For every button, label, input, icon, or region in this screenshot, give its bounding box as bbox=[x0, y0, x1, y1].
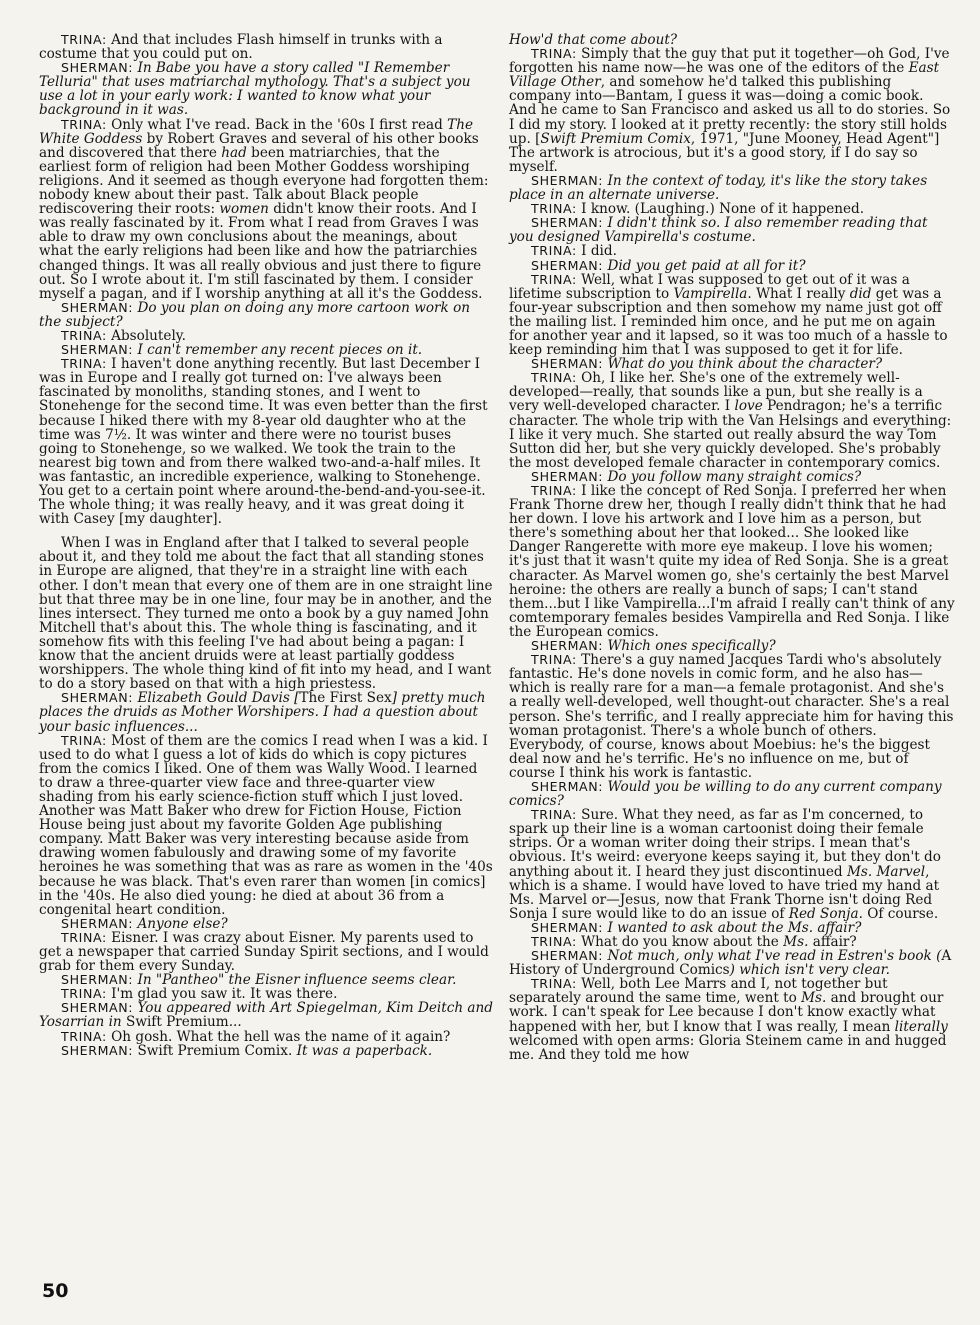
interview-paragraph bbox=[509, 259, 955, 273]
speaker-label: SHERMAN: bbox=[531, 638, 604, 654]
paragraph-text: Which ones specifically? bbox=[603, 638, 776, 655]
interview-paragraph bbox=[509, 357, 955, 371]
speaker-label: SHERMAN: bbox=[61, 690, 134, 706]
speaker-label: SHERMAN: bbox=[61, 60, 134, 76]
paragraph-text: Most of them are the comics I read when I was a kid. I used to do what I guess a lot of kids do which is copy pictures from the comics I liked. One of them was Wally Wood. I learned to draw a three-quarter view face and three-quarter view shading from his early science-fiction stuff which I just loved. Another was Matt Baker who drew for Fiction House, Fiction House being just about my favorite Golden Age publishing company. Matt Baker was very interesting because aside from drawing women fabulously and drawing some of my favorite heroines he was something that was as rare as women in the '40s because he was black. That's even rarer than women [in comics] in the '40s. He also died young: he died at about 36 from a congenital heart condition. bbox=[39, 732, 493, 918]
speaker-label: TRINA: bbox=[531, 976, 577, 992]
interview-paragraph bbox=[39, 343, 493, 357]
interview-paragraph bbox=[509, 47, 955, 174]
paragraph-text: In "Pantheo" the Eisner influence seems clear. bbox=[133, 972, 457, 989]
speaker-label: SHERMAN: bbox=[61, 342, 134, 358]
speaker-label: TRINA: bbox=[531, 483, 577, 498]
speaker-label: TRINA: bbox=[61, 732, 107, 748]
interview-paragraph bbox=[509, 484, 955, 639]
interview-paragraph bbox=[509, 470, 955, 484]
interview-paragraph bbox=[39, 536, 493, 691]
interview-paragraph bbox=[39, 973, 493, 987]
paragraph-text: Well, what I was supposed to get out of it was a lifetime subscription to Vampirella. What I really did get was a four-year subscription and then somehow my name just got off the mailing list. I reminded him once, and he put me on again for another year and it lapsed, so it was too much of a hassle to keep reminding him that I was supposed to get it for life. bbox=[509, 271, 948, 359]
paragraph-text: Do you plan on doing any more cartoon work on the subject? bbox=[39, 299, 471, 330]
speaker-label: TRINA: bbox=[531, 46, 577, 62]
interview-paragraph bbox=[39, 118, 493, 301]
speaker-label: TRINA: bbox=[531, 807, 577, 823]
paragraph-text: In the context of today, it's like the story takes place in an alternate universe. bbox=[509, 172, 928, 204]
speaker-label: TRINA: bbox=[61, 356, 107, 372]
paragraph-text: And that includes Flash himself in trunks with a costume that you could put on. bbox=[39, 32, 443, 63]
interview-paragraph bbox=[509, 216, 955, 244]
speaker-label: SHERMAN: bbox=[531, 172, 604, 188]
left-column bbox=[39, 33, 493, 1058]
paragraph-text: Simply that the guy that put it together—oh God, I've forgotten his name now—he was one of the editors of the East Village Other, and somehow he'd talked this publishing company into—Bantam, I guess it was—doing a comic book. And he came to San Francisco and asked us all to do stories. So I did my story. I looked at it pretty recently: the story still holds up. [Swift Premium Comix, 1971, "June Mooney, Head Agent"] The artwork is atrocious, but it's a good story, if I do say so myself. bbox=[509, 46, 951, 175]
speaker-label: SHERMAN: bbox=[531, 356, 604, 372]
paragraph-text: What do you know about the Ms. affair? bbox=[576, 934, 857, 950]
interview-paragraph bbox=[39, 301, 493, 329]
speaker-label: SHERMAN: bbox=[61, 1042, 134, 1058]
interview-paragraph bbox=[509, 780, 955, 808]
speaker-label: SHERMAN: bbox=[531, 468, 604, 484]
paragraph-text: How'd that come about? bbox=[509, 32, 678, 48]
interview-paragraph bbox=[509, 639, 955, 653]
paragraph-text: Not much, only what I've read in Estren's book (A History of Underground Comics) which isn't very clear. bbox=[509, 948, 952, 979]
interview-paragraph bbox=[39, 987, 493, 1001]
paragraph-text: I can't remember any recent pieces on it. bbox=[133, 342, 423, 359]
speaker-label: SHERMAN: bbox=[531, 948, 604, 964]
speaker-label: SHERMAN: bbox=[531, 215, 604, 231]
paragraph-text: Do you follow many straight comics? bbox=[603, 468, 862, 485]
interview-paragraph bbox=[509, 921, 955, 935]
right-column bbox=[509, 33, 955, 1062]
paragraph-text: Sure. What they need, as far as I'm concerned, to spark up their line is a woman cartoonist doing their female strips. Or a woman writer doing their strips. I mean that's obvious. It's weird: everyone keeps saying it, but they don't do anything about it. I heard they just discontinued Ms. Marvel, which is a shame. I would have loved to have tried my hand at Ms. Marvel or—Jesus, now that Frank Thorne isn't doing Red Sonja I sure would like to do an issue of Red Sonja. Of course. bbox=[509, 807, 941, 922]
paragraph-text: Oh gosh. What the hell was the name of it again? bbox=[106, 1028, 451, 1045]
speaker-label: TRINA: bbox=[61, 986, 107, 1002]
interview-paragraph bbox=[509, 33, 955, 47]
paragraph-text: I haven't done anything recently. But last December I was in Europe and I really got turned on: I've always been fascinated by monoliths, standing stones, and I went to Stonehenge for the second time. It was even better than the first because I hiked there with my 8-year old daughter who at the time was 7½. It was winter and there were no tourist buses going to Stonehenge, so we walked. We took the train to the nearest big town and from there walked two-and-a-half miles. It was fantastic, an incredible experience, walking to Stonehenge. You get to a certain point where around-the-bend-and-you-see-it. The whole thing; it was really heavy, and it was great doing it with Casey [my daughter]. bbox=[39, 356, 488, 528]
speaker-label: TRINA: bbox=[61, 116, 107, 132]
paragraph-text: Anyone else? bbox=[133, 915, 228, 932]
paragraph-text: I'm glad you saw it. It was there. bbox=[106, 986, 338, 1003]
speaker-label: TRINA: bbox=[531, 934, 577, 949]
paragraph-text: When I was in England after that I talked to several people about it, and they told me about the fact that all standing stones in Europe are aligned, that they're in a straight line with each other. I don't mean that every one of them are in one straight line but that three may be in one line, four may be in another, and the lines intersect. They turned me onto a book by a guy named John Mitchell that's about this. The whole thing is fascinating, and it somehow fits with this feeling I've had about being a pagan: I know that the ancient druids were at least partially goddess worshippers. The whole thing kind of fit into my head, and I want to do a story based on that with a high priestess. bbox=[39, 535, 493, 693]
paragraph-text: I like the concept of Red Sonja. I preferred her when Frank Thorne drew her, though I really didn't think that he had her down. I love his artwork and I love him as a person, but there's something about her that looked... She looked like Danger Rangerette with more eye makeup. I love his women; it's just that it wasn't quite my idea of Red Sonja. She is a great character. As Marvel women go, she's certainly the best Marvel heroine: the others are really a bunch of saps; I can't stand them...but I like Vampirella...I'm afraid I really can't think of any comtemporary females besides Vampirella and Red Sonja. I like the European comics. bbox=[509, 483, 955, 640]
interview-paragraph bbox=[39, 734, 493, 917]
interview-paragraph bbox=[509, 977, 955, 1062]
page-number: 50 bbox=[42, 1280, 69, 1302]
interview-paragraph bbox=[509, 371, 955, 470]
interview-paragraph bbox=[509, 244, 955, 258]
speaker-label: SHERMAN: bbox=[61, 1000, 134, 1016]
speaker-label: SHERMAN: bbox=[61, 299, 134, 315]
interview-paragraph bbox=[509, 935, 955, 949]
paragraph-text: I wanted to ask about the Ms. affair? bbox=[603, 919, 862, 936]
paragraph-text: Did you get paid at all for it? bbox=[603, 257, 806, 274]
paragraph-text: I know. (Laughing.) None of it happened. bbox=[576, 201, 865, 218]
interview-paragraph bbox=[509, 202, 955, 216]
speaker-label: TRINA: bbox=[61, 327, 107, 343]
interview-paragraph bbox=[39, 1044, 493, 1058]
interview-paragraph bbox=[509, 949, 955, 977]
speaker-label: SHERMAN: bbox=[531, 257, 604, 273]
paragraph-text: You appeared with Art Spiegelman, Kim Deitch and Yosarrian in Swift Premium... bbox=[39, 1000, 493, 1031]
interview-paragraph bbox=[509, 273, 955, 358]
paragraph-text: What do you think about the character? bbox=[603, 356, 883, 373]
interview-paragraph bbox=[509, 808, 955, 921]
speaker-label: TRINA: bbox=[531, 271, 577, 287]
paragraph-text: There's a guy named Jacques Tardi who's absolutely fantastic. He's done novels in comic form, and he also has—which is really rare for a man—a female protagonist. And she's a really well-developed, well thought-out character. She's a real person. She's terrific, and I really appreciate him for having this woman protagonist. There's a whole bunch of others. Everybody, of course, knows about Moebius: he's the biggest deal now and he's terrific. He's no influence on me, but of course I think his work is fantastic. bbox=[509, 652, 954, 781]
speaker-label: SHERMAN: bbox=[61, 915, 134, 931]
paragraph-text: Well, both Lee Marrs and I, not together but separately around the same time, went to Ms. and brought our work. I can't speak for Lee because I don't know exactly what happened with her, but I know that I was really, I mean literally welcomed with open arms: Gloria Steinem came in and hugged me. And they told me how bbox=[509, 976, 948, 1063]
paragraph-text: I did. bbox=[576, 243, 617, 260]
speaker-label: TRINA: bbox=[531, 243, 577, 259]
interview-paragraph bbox=[39, 1030, 493, 1044]
paragraph-text: Eisner. I was crazy about Eisner. My parents used to get a newspaper that carried Sunday Spirit sections, and I would grab for them every Sunday. bbox=[39, 929, 489, 975]
interview-paragraph bbox=[39, 1001, 493, 1029]
paragraph-text: Elizabeth Gould Davis [The First Sex] pretty much places the druids as Mother Worshipers. I had a question about your basic influences... bbox=[39, 690, 486, 735]
speaker-label: TRINA: bbox=[61, 929, 107, 945]
interview-paragraph bbox=[39, 917, 493, 931]
interview-paragraph bbox=[39, 691, 493, 733]
paragraph-text: Only what I've read. Back in the '60s I first read The White Goddess by Robert Graves and several of his other books and discovered that there had been matriarchies, that the earliest form of religion had been Mother Goddess worshiping religions. And it seemed as though everyone had forgotten them: nobody knew about their past. Talk about Black people rediscovering their roots: women didn't know their roots. And I was really fascinated by it. From what I read from Graves I was able to draw my own conclusions about the meanings, about what the early religions had been like and how the patriarchies changed things. It was all really obvious and just there to figure out. So I wrote about it. I'm still fascinated by them. I consider myself a pagan, and if I worship anything at all it's the Goddess. bbox=[39, 116, 489, 302]
interview-paragraph bbox=[39, 931, 493, 973]
speaker-label: SHERMAN: bbox=[531, 778, 604, 794]
interview-paragraph bbox=[39, 329, 493, 343]
speaker-label: TRINA: bbox=[531, 652, 577, 668]
speaker-label: TRINA: bbox=[61, 32, 107, 47]
paragraph-text: Swift Premium Comix. It was a paperback. bbox=[133, 1042, 433, 1059]
interview-paragraph bbox=[509, 653, 955, 780]
interview-paragraph bbox=[39, 357, 493, 526]
speaker-label: TRINA: bbox=[531, 201, 577, 217]
speaker-label: TRINA: bbox=[61, 1028, 107, 1044]
speaker-label: TRINA: bbox=[531, 370, 577, 386]
interview-paragraph bbox=[509, 174, 955, 202]
paragraph-text: I didn't think so. I also remember reading that you designed Vampirella's costume. bbox=[509, 215, 928, 246]
speaker-label: SHERMAN: bbox=[61, 972, 134, 988]
paragraph-text: Oh, I like her. She's one of the extremely well-developed—really, that sounds like a pun, but she really is a very well-developed character. I love Pendragon; he's a terrific character. The whole trip with the Van Helsings and everything: I like it very much. She started out really absurd the way Tom Sutton did her, but she very quickly developed. She's probably the most developed female character in contemporary comics. bbox=[509, 370, 952, 471]
paragraph-text: Absolutely. bbox=[106, 327, 186, 344]
speaker-label: SHERMAN: bbox=[531, 919, 604, 935]
paragraph-text: Would you be willing to do any current company comics? bbox=[509, 778, 942, 810]
interview-paragraph bbox=[39, 61, 493, 117]
paragraph-text: In Babe you have a story called "I Remember Telluria" that uses matriarchal mythology. That's a subject you use a lot in your early work: I wanted to know what your background in it was. bbox=[39, 60, 471, 119]
interview-paragraph bbox=[39, 33, 493, 61]
